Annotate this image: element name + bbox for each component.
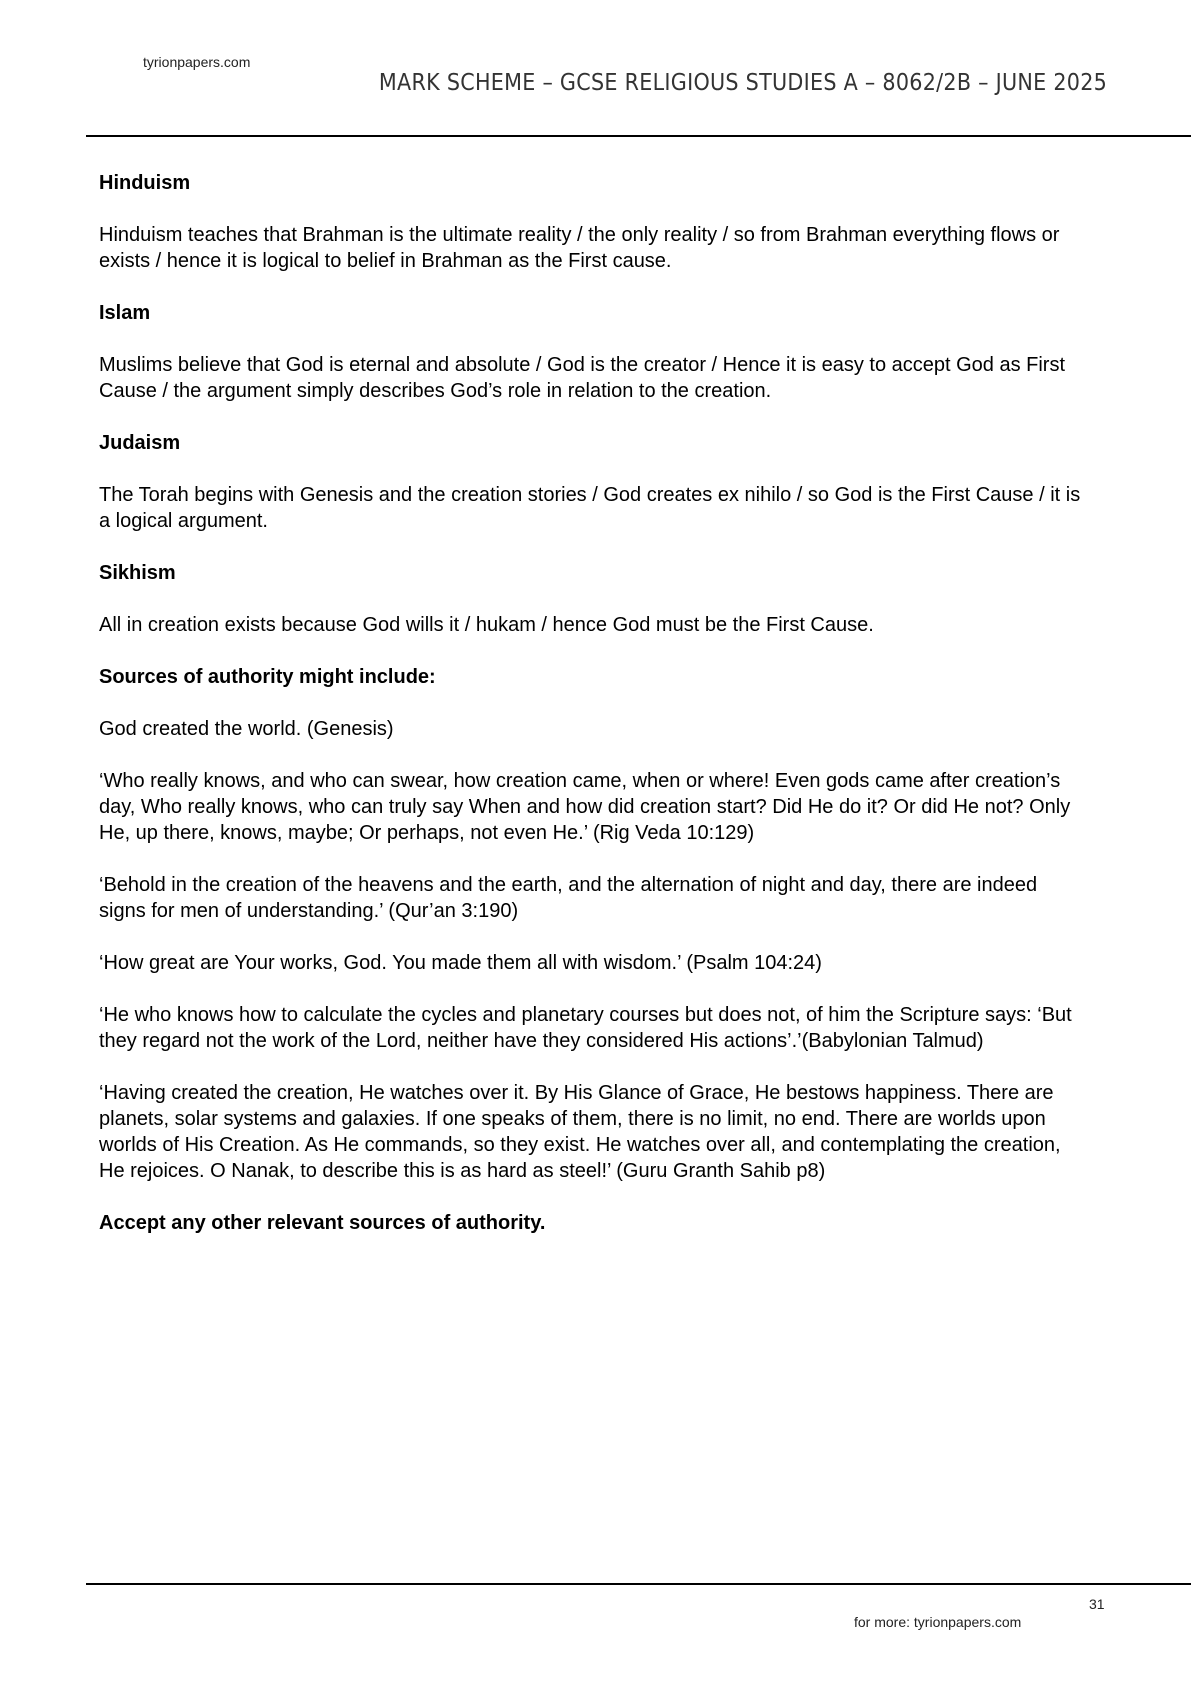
sikhism-heading: Sikhism: [99, 562, 176, 584]
hinduism-heading: Hinduism: [99, 172, 191, 194]
source-item: ‘How great are Your works, God. You made them all with wisdom.’ (Psalm 104:24): [99, 952, 822, 974]
source-item: ‘Behold in the creation of the heavens and the earth, and the alternation of night and day, there are indeed signs for men of understanding.’ (Qur’an 3:190): [99, 874, 1038, 922]
document-header: MARK SCHEME – GCSE RELIGIOUS STUDIES A – 8062/2B – JUNE 2025: [378, 70, 1107, 96]
sources-closing: Accept any other relevant sources of authority.: [99, 1212, 546, 1234]
sikhism-text: All in creation exists because God wills it / hukam / hence God must be the First Cause.: [99, 614, 874, 636]
hinduism-text: Hinduism teaches that Brahman is the ultimate reality / the only reality / so from Brahman everything flows or exists / hence it is logical to belief in Brahman as the First cause.: [99, 224, 1060, 272]
page-content: [99, 170, 1089, 1262]
islam-text: Muslims believe that God is eternal and absolute / God is the creator / Hence it is easy to accept God as First Cause / the argument simply describes God’s role in relation to the creation.: [99, 354, 1066, 402]
site-watermark-top: tyrionpapers.com: [143, 54, 251, 70]
sources-heading: Sources of authority might include:: [99, 666, 436, 688]
footer-rule: [86, 1583, 1191, 1585]
source-item: God created the world. (Genesis): [99, 718, 394, 740]
judaism-heading: Judaism: [99, 432, 181, 454]
islam-heading: Islam: [99, 302, 151, 324]
judaism-text: The Torah begins with Genesis and the creation stories / God creates ex nihilo / so God is the First Cause / it is a logical argument.: [99, 484, 1081, 532]
source-item: ‘He who knows how to calculate the cycles and planetary courses but does not, of him the Scripture says: ‘But they regard not the work of the Lord, neither have they considered His actions’.’(Babylonian Talmud): [99, 1004, 1072, 1052]
source-item: ‘Having created the creation, He watches over it. By His Glance of Grace, He bestows happiness. There are planets, solar systems and galaxies. If one speaks of them, there is no limit, no end. There are worlds upon worlds of His Creation. As He commands, so they exist. He watches over all, and contemplating the creation, He rejoices. O Nanak, to describe this is as hard as steel!’ (Guru Granth Sahib p8): [99, 1082, 1061, 1182]
source-item: ‘Who really knows, and who can swear, how creation came, when or where! Even gods came after creation’s day, Who really knows, who can truly say When and how did creation start? Did He do it? Or did He not? Only He, up there, knows, maybe; Or perhaps, not even He.’ (Rig Veda 10:129): [99, 770, 1071, 844]
page-number: 31: [1089, 1596, 1105, 1612]
header-rule: [86, 135, 1191, 137]
site-watermark-bottom: for more: tyrionpapers.com: [854, 1614, 1022, 1630]
